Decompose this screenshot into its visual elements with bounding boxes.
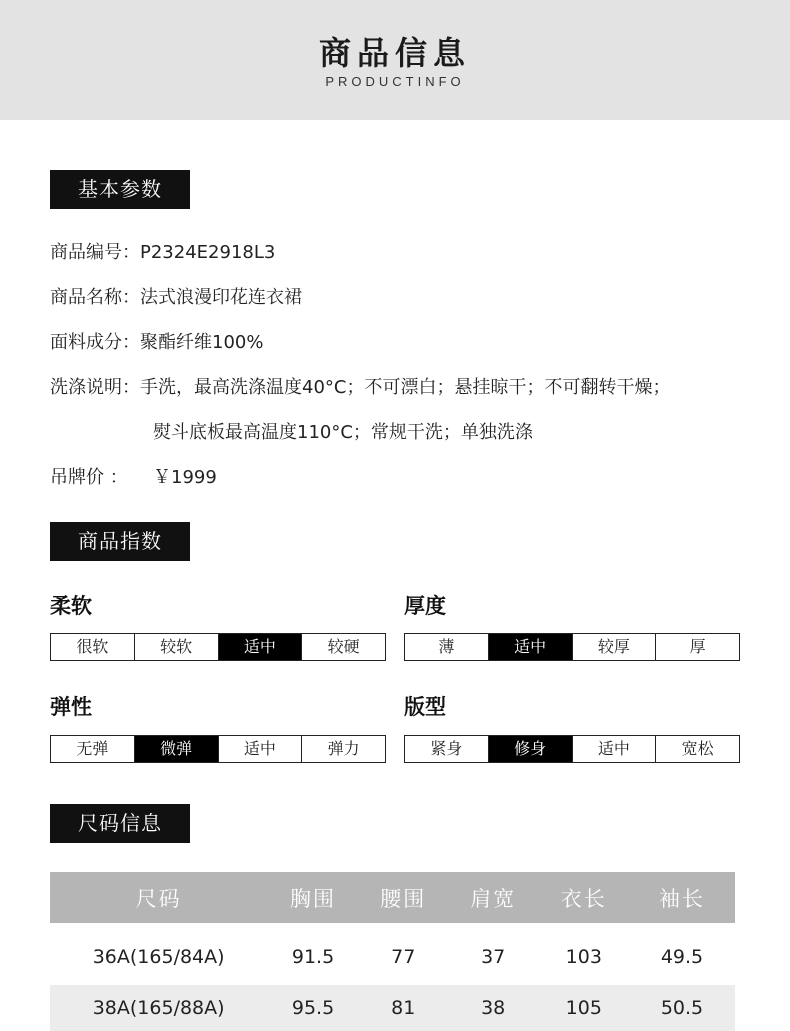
table-row	[50, 923, 735, 985]
size-cell: 49.5	[660, 945, 704, 968]
info-value: P2324E2918L3	[140, 242, 276, 263]
scale-option: 无弹	[76, 739, 109, 758]
scale-option: 很软	[76, 637, 109, 656]
size-header-length: 衣长	[539, 872, 629, 923]
scale-option: 宽松	[655, 736, 739, 762]
price-value: ￥1999	[153, 467, 217, 488]
page-title: 商品信息	[318, 34, 471, 72]
scale-option: 较厚	[572, 634, 656, 660]
info-key: 洗涤说明：	[50, 377, 140, 398]
scale-option: 较软	[134, 634, 218, 660]
size-cell: 103	[565, 945, 602, 968]
size-cell: 50.5	[629, 985, 735, 1031]
page-header	[0, 0, 790, 120]
size-table-header-row	[50, 872, 735, 923]
scale-option: 适中	[218, 736, 302, 762]
scale-option: 薄	[438, 637, 455, 656]
index-title-softness: 柔软	[50, 594, 92, 618]
size-header-size: 尺码	[50, 872, 267, 923]
info-row-product-name	[50, 283, 302, 309]
table-row	[50, 985, 735, 1031]
section-label-index: 商品指数	[50, 522, 190, 561]
info-row-tag-price	[50, 463, 217, 489]
info-key: 商品编号：	[50, 242, 140, 263]
index-title-fit: 版型	[404, 695, 446, 719]
info-value: 熨斗底板最高温度110°C；常规干洗；单独洗涤	[153, 422, 533, 443]
scale-option-selected: 适中	[488, 634, 572, 660]
size-cell: 77	[391, 945, 416, 968]
info-row-washing-continued	[153, 418, 533, 444]
info-key: 面料成分：	[50, 332, 140, 353]
scale-option: 弹力	[301, 736, 385, 762]
size-cell: 91.5	[291, 945, 335, 968]
size-cell: 95.5	[267, 985, 358, 1031]
size-cell: 81	[359, 985, 448, 1031]
scale-option: 较硬	[301, 634, 385, 660]
index-title-elasticity: 弹性	[50, 695, 92, 719]
info-value: 聚酯纤维100%	[140, 332, 264, 353]
size-header-sleeve: 袖长	[629, 872, 735, 923]
size-table	[50, 872, 735, 1031]
info-key: 吊牌价 ：	[50, 467, 128, 488]
scale-option-selected: 修身	[488, 736, 572, 762]
info-row-washing	[50, 373, 670, 399]
size-header-waist: 腰围	[359, 872, 448, 923]
size-header-bust: 胸围	[267, 872, 358, 923]
scale-fit	[404, 735, 740, 763]
info-row-fabric	[50, 328, 263, 354]
size-cell: 105	[539, 985, 629, 1031]
scale-elasticity	[50, 735, 386, 763]
size-cell: 38	[448, 985, 539, 1031]
scale-thickness	[404, 633, 740, 661]
scale-softness	[50, 633, 386, 661]
scale-option-selected: 适中	[218, 634, 302, 660]
section-label-basic: 基本参数	[50, 170, 190, 209]
info-row-product-code	[50, 238, 275, 264]
size-cell: 36A(165/84A)	[92, 945, 225, 968]
scale-option: 适中	[572, 736, 656, 762]
scale-option-selected: 微弹	[134, 736, 218, 762]
scale-option: 紧身	[430, 739, 463, 758]
size-cell: 38A(165/88A)	[50, 985, 267, 1031]
index-title-thickness: 厚度	[404, 594, 446, 618]
info-value: 手洗，最高洗涤温度40°C；不可漂白；悬挂晾干；不可翻转干燥；	[140, 377, 671, 398]
size-cell: 37	[481, 945, 506, 968]
scale-option: 厚	[655, 634, 739, 660]
info-key: 商品名称：	[50, 287, 140, 308]
section-label-size: 尺码信息	[50, 804, 190, 843]
page-subtitle: PRODUCTINFO	[325, 74, 465, 89]
info-value: 法式浪漫印花连衣裙	[140, 287, 302, 308]
size-header-shoulder: 肩宽	[448, 872, 539, 923]
